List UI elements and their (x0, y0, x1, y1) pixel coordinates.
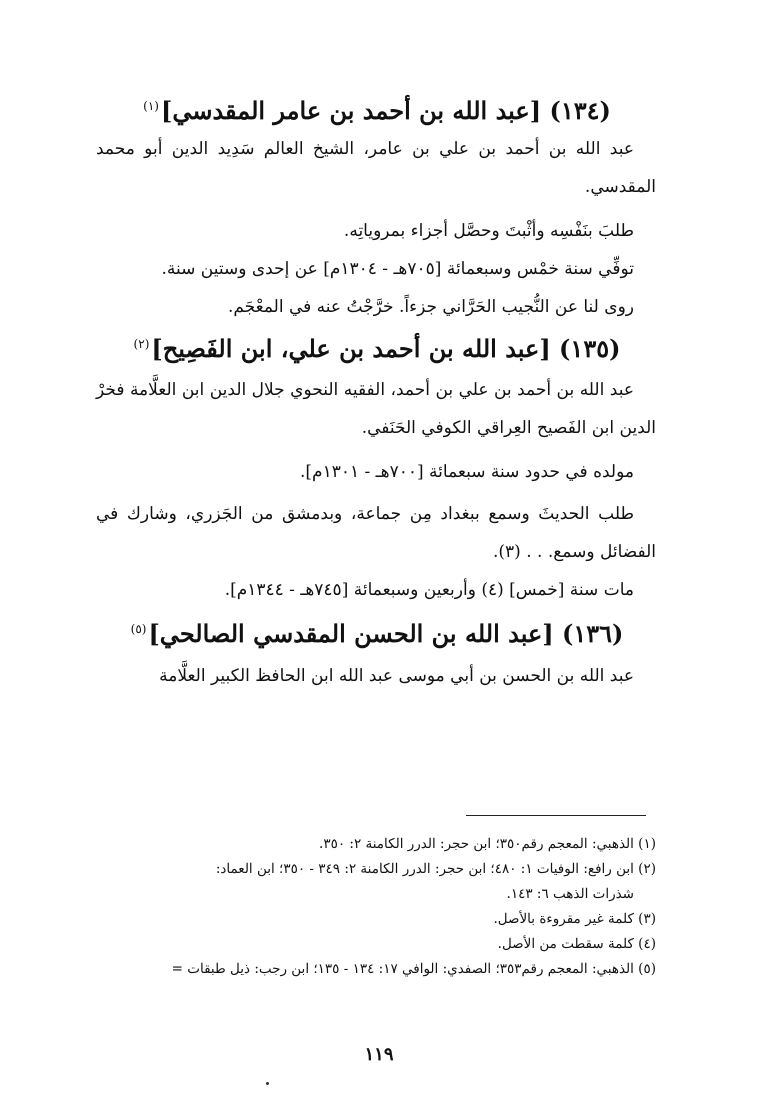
footnote-reference: (٥) (130, 622, 147, 637)
page-number: ١١٩ (364, 1044, 394, 1065)
entry-paragraph: طلب الحديثَ وسمع ببغداد مِن جماعة، وبدمشق من الجَزري، وشارك في الفضائل وسمع. . . (٣). (96, 504, 656, 563)
footnote-1: (١) الذهبي: المعجم رقم٣٥٠؛ ابن حجر: الدرر الكامنة ٢: ٣٥٠. (319, 836, 656, 852)
entry-paragraph: توفِّي سنة خمْس وسبعمائة [٧٠٥هـ - ١٣٠٤م] عن إحدى وستين سنة. (161, 258, 634, 279)
entry-paragraph: روى لنا عن النُّجيب الحَرَّاني جزءاً. خرَّجْتُ عنه في المعْجَم. (227, 296, 634, 317)
entry-paragraph: عبد الله بن أحمد بن علي بن عامر، الشيخ العالم سَدِيد الدين أبو محمد المقدسي. (96, 138, 656, 197)
footnote-reference: (١) (143, 99, 159, 113)
entry-title: (١٣٦) [عبد الله بن الحسن المقدسي الصالحي] (148, 619, 624, 649)
page-mark (266, 1082, 269, 1085)
footnote-5: (٥) الذهبي: المعجم رقم٣٥٣؛ الصفدي: الوافي ١٧: ١٣٤ - ١٣٥؛ ابن رجب: ذيل طبقات = (171, 961, 656, 977)
entry-heading-135 (96, 332, 656, 366)
entry-heading-136 (96, 617, 656, 651)
footnote-4: (٤) كلمة سقطت من الأصل. (497, 936, 656, 952)
entry-paragraph: مات سنة [خمس] (٤) وأربعين وسبعمائة [٧٤٥هـ - ١٣٤٤م]. (224, 580, 634, 601)
entry-paragraph: عبد الله بن أحمد بن علي بن أحمد، الفقيه النحوي جلال الدين ابن العلَّامة فخرْ الدين ابن الفَصيح العِراقي الكوفي الحَنَفي. (96, 380, 656, 439)
footnote-separator (466, 815, 646, 816)
footnote-3: (٣) كلمة غير مقروءة بالأصل. (493, 911, 656, 927)
footnotes (76, 832, 656, 982)
entry-paragraph: عبد الله بن الحسن بن أبي موسى عبد الله ابن الحافظ الكبير العلَّامة (159, 665, 634, 686)
entry-title: (١٣٤) [عبد الله بن أحمد بن عامر المقدسي] (160, 96, 611, 125)
entry-paragraph: طلبَ بنَفْسِه وأثْبتَ وحصَّل أجزاء بمروياتِه. (343, 220, 634, 241)
footnote-2-continued: شذرات الذهب ٦: ١٤٣. (506, 886, 634, 902)
page-body (96, 90, 656, 695)
footnote-reference: (٢) (133, 336, 150, 351)
entry-paragraph: مولده في حدود سنة سبعمائة [٧٠٠هـ - ١٣٠١م]. (300, 462, 634, 483)
entry-title: (١٣٥) [عبد الله بن أحمد بن علي، ابن الفَصِيح] (151, 333, 621, 363)
footnote-2: (٢) ابن رافع: الوفيات ١: ٤٨٠؛ ابن حجر: الدرر الكامنة ٢: ٣٤٩ - ٣٥٠؛ ابن العماد: (215, 861, 656, 877)
entry-heading-134 (96, 94, 656, 128)
